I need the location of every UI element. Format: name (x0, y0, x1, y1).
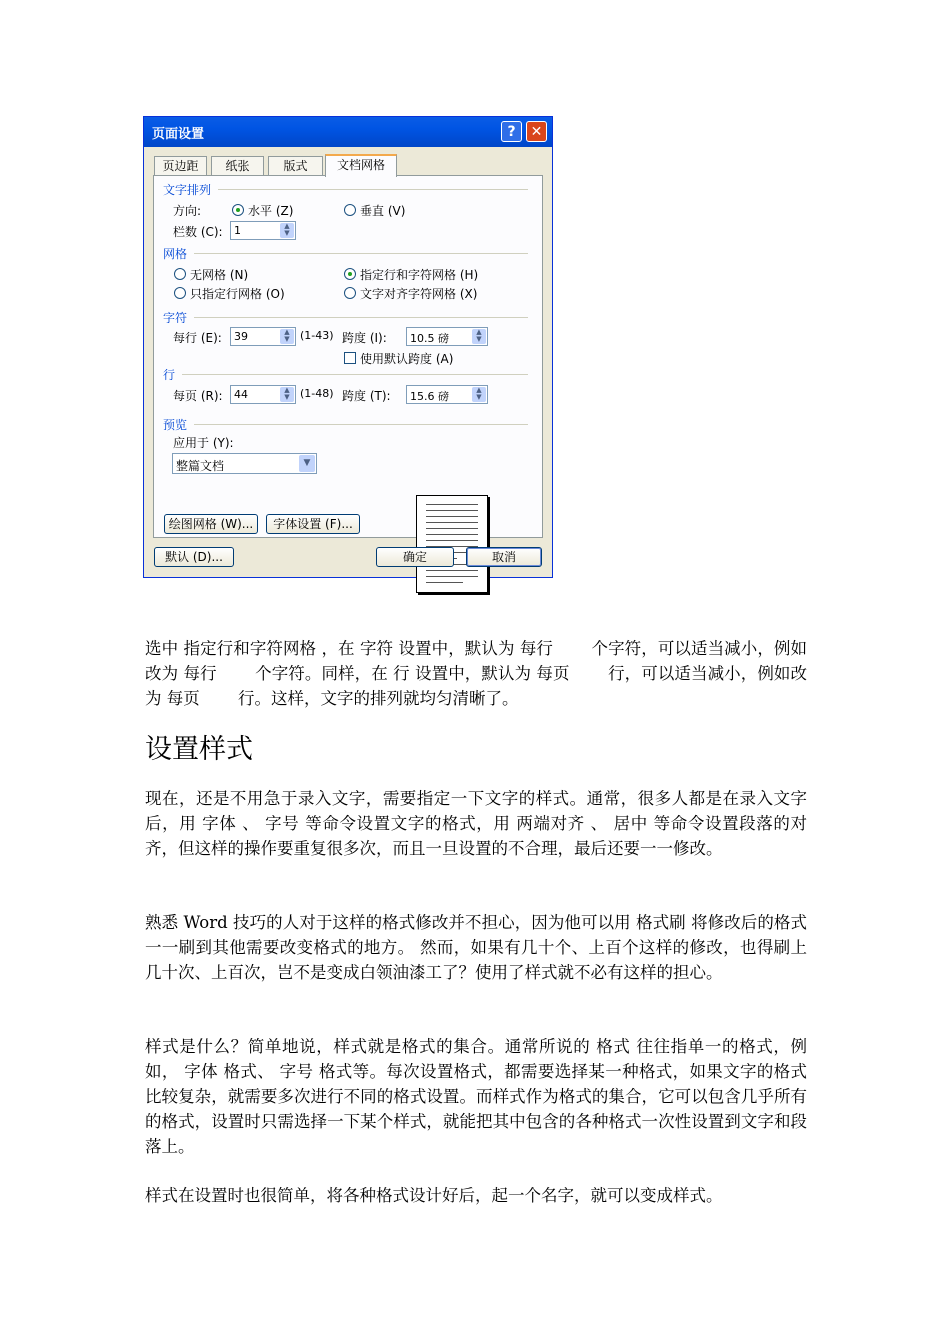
spinner-arrows-icon[interactable]: ▲ ▼ (280, 387, 294, 402)
paragraph-format-painter: 熟悉 Word 技巧的人对于这样的格式修改并不担心，因为他可以用 格式刷 将修改后的格式一一刷到其他需要改变格式的地方。 然而，如果有几十个、上百个这样的修改，也得刷上几十次、上百次，岂不是变成白领油漆工了？使用了样式就不必有这样的担心。 (145, 913, 807, 982)
preview-line (426, 510, 478, 511)
group-divider (194, 253, 528, 254)
default-pitch-checkbox[interactable] (344, 352, 356, 364)
document-grid-panel (153, 175, 543, 538)
lines-per-page-spinner[interactable] (230, 385, 296, 404)
close-button[interactable]: ✕ (526, 121, 547, 142)
lines-group-label: 行 (163, 368, 176, 382)
spinner-arrows-icon[interactable]: ▲ ▼ (472, 329, 486, 344)
line-grid-only-radio[interactable] (174, 287, 186, 299)
section-heading: 设置样式 (145, 734, 253, 765)
preview-line (426, 528, 478, 529)
page-preview-thumbnail (416, 495, 488, 593)
line-grid-only-label[interactable]: 只指定行网格 (O) (190, 287, 285, 301)
help-button[interactable]: ? (501, 121, 522, 142)
group-divider (182, 374, 528, 375)
columns-spinner[interactable] (230, 221, 296, 240)
preview-line (426, 576, 478, 577)
char-pitch-label: 跨度 (I): (342, 331, 387, 345)
horizontal-label[interactable]: 水平 (Z) (248, 204, 294, 218)
spinner-arrows-icon[interactable]: ▲ ▼ (280, 223, 294, 238)
direction-label: 方向: (173, 204, 202, 218)
lines-per-page-value: 44 (234, 388, 248, 401)
group-divider (218, 189, 528, 190)
horizontal-radio[interactable] (232, 204, 244, 216)
char-pitch-value: 10.5 磅 (410, 332, 449, 345)
tab-paper[interactable]: 纸张 (211, 156, 264, 176)
default-button[interactable]: 默认 (D)... (154, 547, 234, 567)
spinner-arrows-icon[interactable]: ▲ ▼ (280, 329, 294, 344)
lines-range: (1-48) (300, 387, 334, 400)
preview-line (426, 540, 478, 541)
group-divider (194, 317, 528, 318)
paragraph-styles-intro: 现在，还是不用急于录入文字，需要指定一下文字的样式。通常，很多人都是在录入文字后，用 字体 、 字号 等命令设置文字的格式，用 两端对齐 、 居中 等命令设置段落的对齐，但这样的操作要重复很多次，而且一旦设置的不合理，最后还要一一修改。 (145, 789, 807, 858)
apply-to-label: 应用于 (Y): (173, 436, 234, 450)
preview-line (426, 522, 478, 523)
chars-group-label: 字符 (163, 311, 188, 325)
preview-line (426, 516, 478, 517)
draw-grid-button[interactable]: 绘图网格 (W)... (164, 514, 258, 534)
font-settings-button[interactable]: 字体设置 (F)... (266, 514, 360, 534)
page-setup-dialog (143, 116, 553, 578)
snap-to-char-grid-label[interactable]: 文字对齐字符网格 (X) (360, 287, 478, 301)
dialog-titlebar[interactable] (144, 117, 552, 147)
paragraph-style-setup: 样式在设置时也很简单，将各种格式设计好后，起一个名字，就可以变成样式。 (145, 1186, 723, 1205)
columns-label: 栏数 (C): (173, 225, 223, 239)
tab-margins[interactable]: 页边距 (154, 156, 207, 176)
apply-to-select[interactable] (172, 453, 317, 474)
tab-layout[interactable]: 版式 (268, 156, 323, 176)
tab-document-grid[interactable]: 文档网格 (325, 154, 397, 177)
preview-group-label: 预览 (163, 418, 188, 432)
ok-button[interactable]: 确定 (376, 547, 454, 567)
chars-per-line-spinner[interactable] (230, 327, 296, 346)
cancel-button[interactable]: 取消 (466, 547, 542, 567)
chars-range: (1-43) (300, 329, 334, 342)
preview-line (426, 534, 478, 535)
snap-to-char-grid-radio[interactable] (344, 287, 356, 299)
apply-to-value: 整篇文档 (176, 459, 225, 473)
line-and-char-grid-radio[interactable] (344, 268, 356, 280)
chars-per-line-value: 39 (234, 330, 248, 343)
no-grid-label[interactable]: 无网格 (N) (190, 268, 249, 282)
grid-group-label: 网格 (163, 247, 188, 261)
line-and-char-grid-label[interactable]: 指定行和字符网格 (H) (360, 268, 479, 282)
line-pitch-label: 跨度 (T): (342, 389, 391, 403)
no-grid-radio[interactable] (174, 268, 186, 280)
chars-per-line-label: 每行 (E): (173, 331, 222, 345)
chevron-down-icon[interactable]: ▼ (299, 455, 315, 472)
default-pitch-label[interactable]: 使用默认跨度 (A) (360, 352, 454, 366)
columns-value: 1 (234, 224, 241, 237)
preview-line (426, 504, 478, 505)
line-pitch-value: 15.6 磅 (410, 390, 449, 403)
vertical-radio[interactable] (344, 204, 356, 216)
group-divider (194, 424, 528, 425)
vertical-label[interactable]: 垂直 (V) (360, 204, 406, 218)
spinner-arrows-icon[interactable]: ▲ ▼ (472, 387, 486, 402)
lines-per-page-label: 每页 (R): (173, 389, 223, 403)
text-direction-group-label: 文字排列 (163, 183, 212, 197)
paragraph-grid-instructions: 选中 指定行和字符网格 ，在 字符 设置中，默认为 每行 个字符，可以适当减小，例如改为 每行 个字符。同样，在 行 设置中，默认为 每页 行，可以适当减小，例如改为 每页 行。这样，文字的排列就均匀清晰了。 (145, 639, 807, 708)
char-pitch-spinner[interactable] (406, 327, 488, 346)
preview-line (426, 570, 478, 571)
preview-line (426, 582, 463, 583)
dialog-title: 页面设置 (152, 127, 205, 142)
line-pitch-spinner[interactable] (406, 385, 488, 404)
paragraph-what-is-style: 样式是什么？简单地说，样式就是格式的集合。通常所说的 格式 往往指单一的格式，例如， 字体 格式、 字号 格式等。每次设置格式，都需要选择某一种格式，如果文字的格式比较复杂，就需要多次进行不同的格式设置。而样式作为格式的集合，它可以包含几乎所有的格式，设置时只需选择一下某个样式，就能把其中包含的各种格式一次性设置到文字和段落上。 (145, 1037, 807, 1156)
